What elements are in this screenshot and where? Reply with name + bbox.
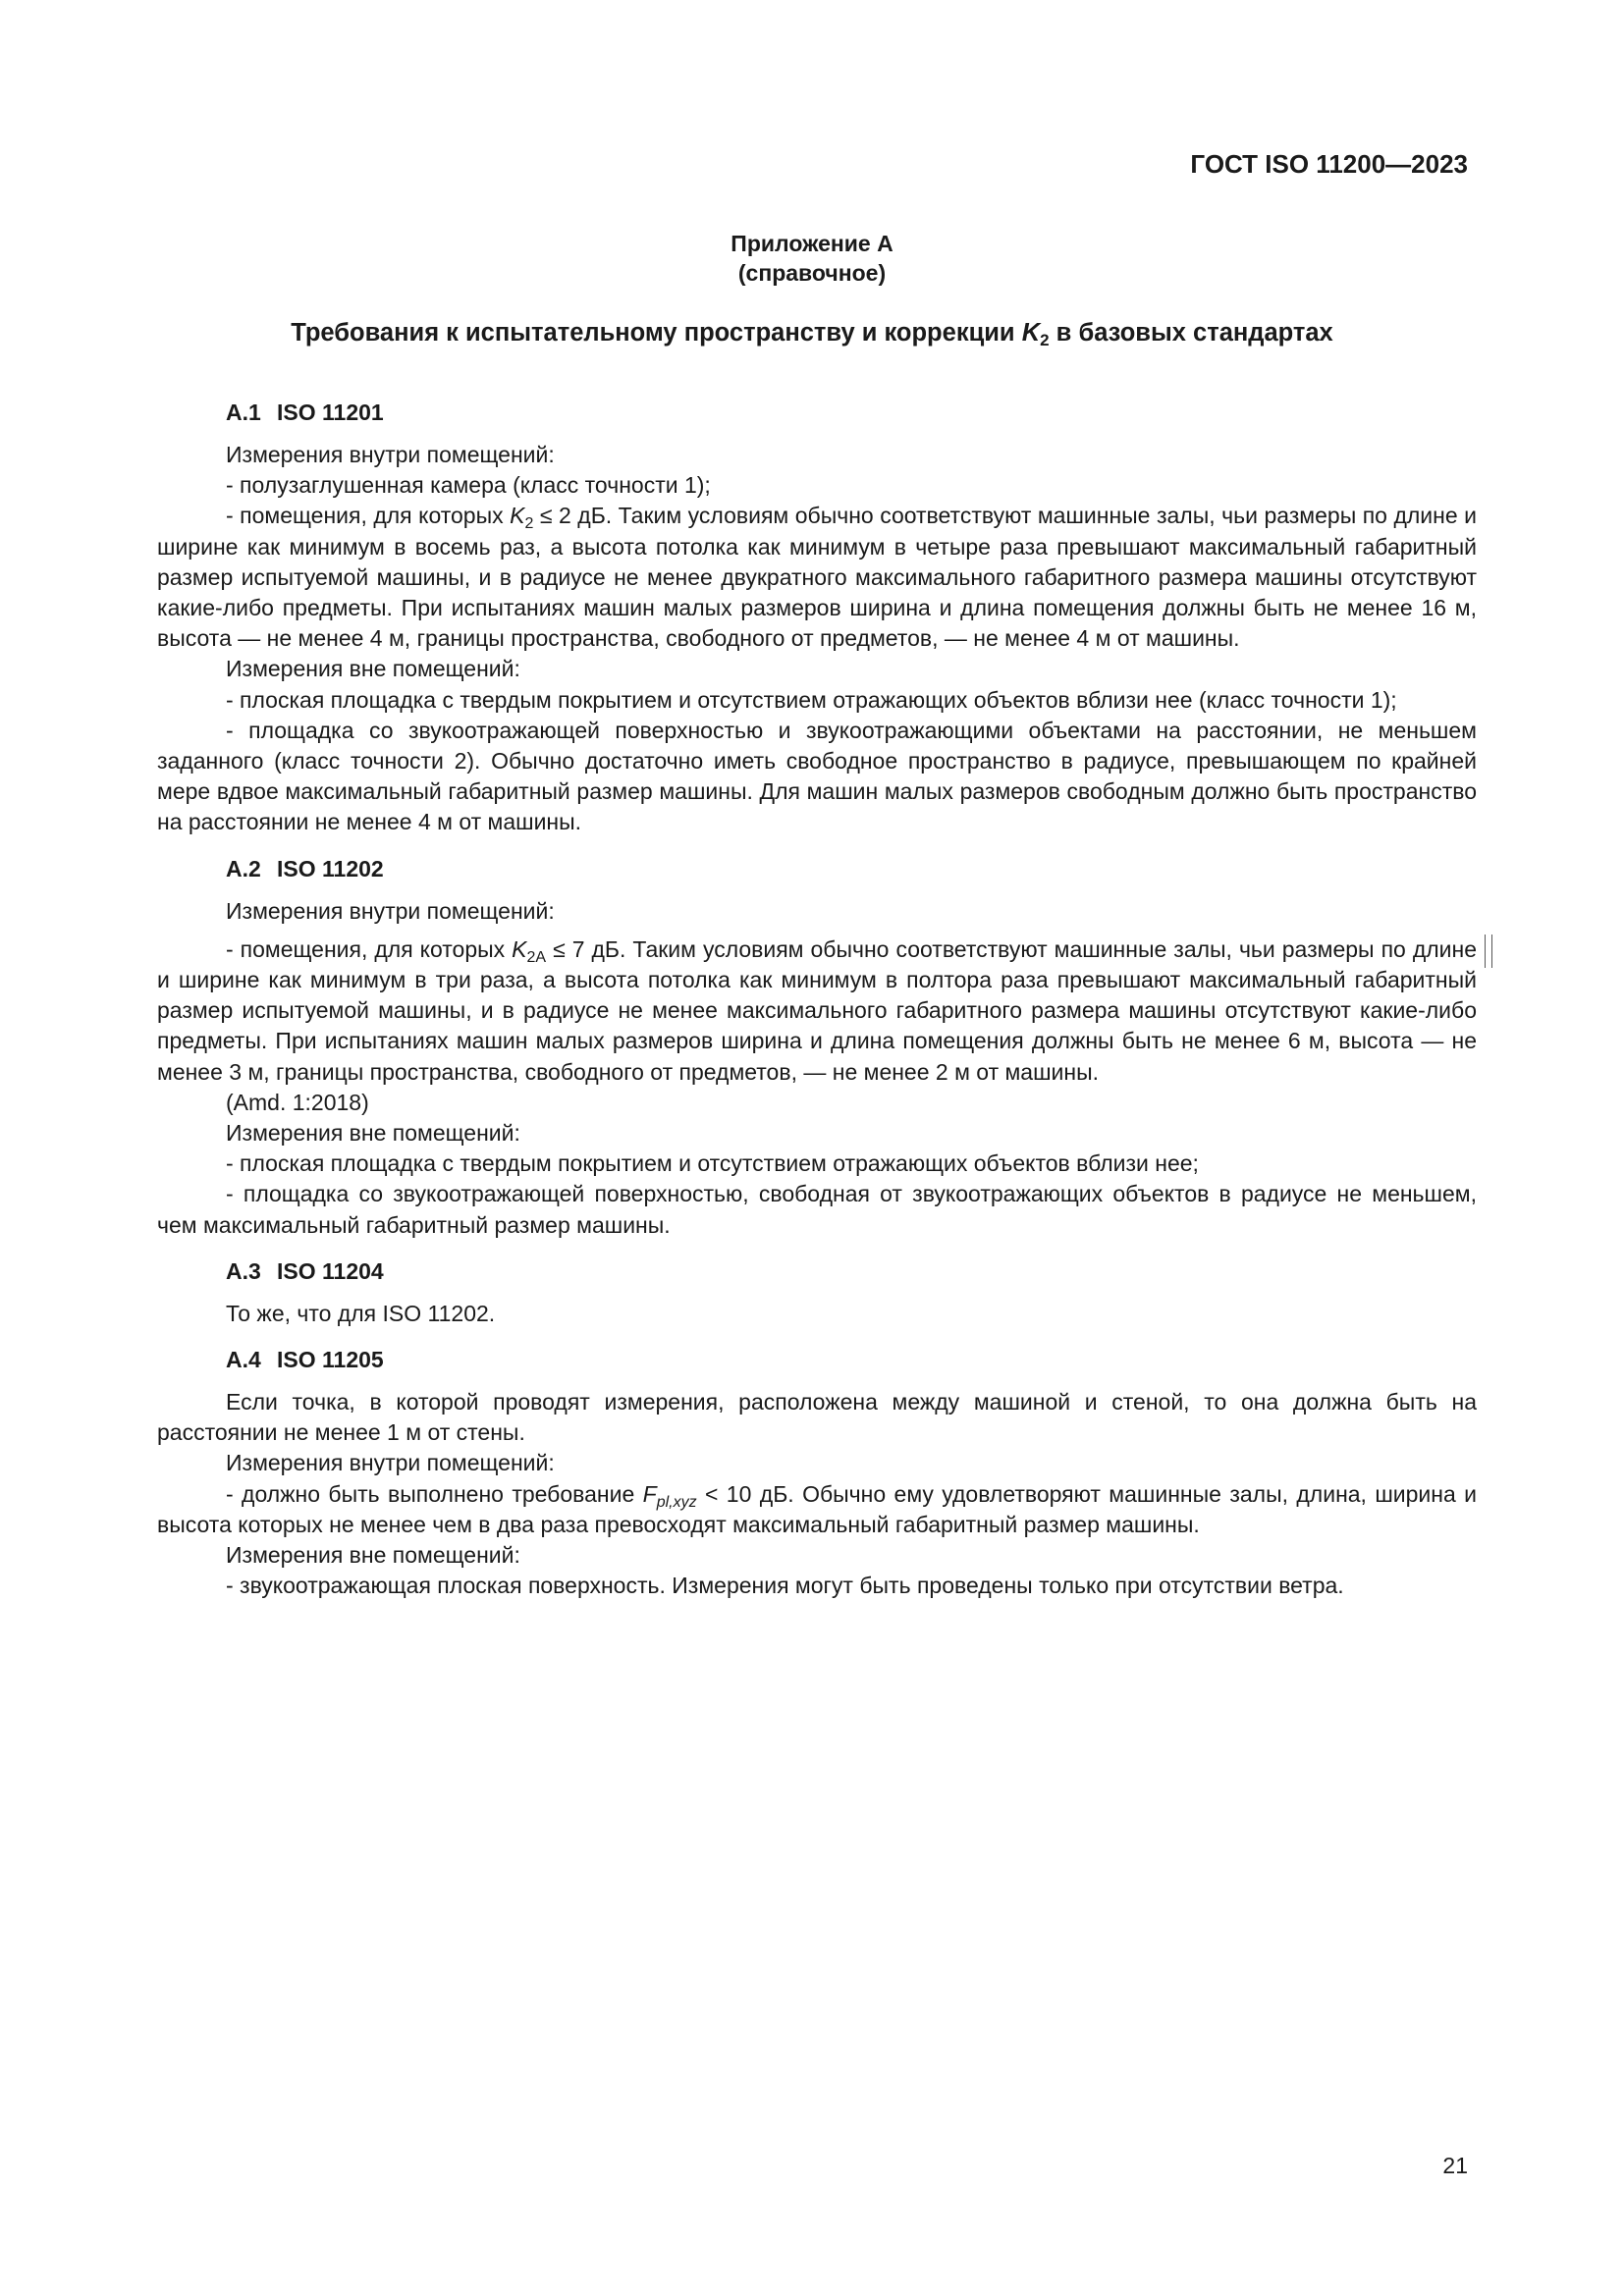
annex-type: (справочное) <box>737 260 887 286</box>
list-item: - плоская площадка с твердым покрытием и отсутствием отражающих объектов вблизи нее (класс точности 1); <box>226 686 1397 713</box>
page-number: 21 <box>1442 2153 1468 2178</box>
standard-number: ГОСТ ISO 11200—2023 <box>1190 149 1468 179</box>
list-item: - полузаглушенная камера (класс точности 1); <box>226 472 711 499</box>
title-symbol: K <box>1021 319 1041 347</box>
list-item: - площадка со звукоотражающей поверхностью и звукоотражающими объектами на расстоянии, не меньшем заданного (класс точности 2). Обычно достаточно иметь свободное пространство в радиусе, превышающем по крайней мере вдвое максимальный габаритный размер машины. Для машин малых размеров свободным должно быть пространство на расстоянии не менее 4 м от машины. <box>157 717 1477 835</box>
change-bar-icon <box>1485 934 1492 968</box>
page-title: Требования к испытательному пространству и коррекции $K_2$ в базовых стандартах <box>291 319 1333 349</box>
list-item: - должно быть выполнено требование $F_{pl,xyz} < 10$ дБ. Обычно ему удовлетворяют машинные залы, длина, ширина и высота которых не менее чем в два раза превосходят максимальный габаритный размер машины. <box>157 1480 1477 1537</box>
list-item: - звукоотражающая плоская поверхность. Измерения могут быть проведены только при отсутствии ветра. <box>226 1573 1344 1599</box>
paragraph: То же, что для ISO 11202. <box>226 1300 496 1326</box>
annex-title <box>0 229 1624 288</box>
paragraph: Если точка, в которой проводят измерения, расположена между машиной и стеной, то она должна быть на расстоянии не менее 1 м от стены. <box>157 1389 1477 1446</box>
paragraph: Измерения вне помещений: <box>226 1542 520 1569</box>
list-item: - помещения, для которых $K_{2A} \le 7$ дБ. Таким условиям обычно соответствуют машинные залы, чьи размеры по длине и ширине как минимум в три раза, а высота потолка как минимум в полтора раза превышают максимальный габаритный размер испытуемой машины, и в радиусе не менее максимального габаритного размера машины отсутствуют какие-либо предметы. При испытаниях машин малых размеров ширина и длина помещения должны быть не менее 6 м, высота — не менее 3 м, границы пространства, свободного от предметов, — не менее 2 м от машины. <box>157 935 1477 1085</box>
paragraph: Измерения вне помещений: <box>226 1120 520 1147</box>
list-item: - плоская площадка с твердым покрытием и отсутствием отражающих объектов вблизи нее; <box>226 1150 1199 1177</box>
list-item: - площадка со звукоотражающей поверхностью, свободная от звукоотражающих объектов в радиусе не меньшем, чем максимальный габаритный размер машины. <box>157 1181 1477 1238</box>
section-heading-a3: А.3 ISO 11204 <box>226 1257 384 1284</box>
amendment-note: (Amd. 1:2018) <box>226 1089 369 1115</box>
paragraph: Измерения внутри помещений: <box>226 442 555 467</box>
paragraph: Измерения внутри помещений: <box>226 897 555 924</box>
paragraph: Измерения внутри помещений: <box>226 1450 555 1476</box>
paragraph: Измерения вне помещений: <box>226 656 520 682</box>
title-subscript: 2 <box>1040 331 1050 349</box>
list-item: - помещения, для которых $K_2 \le 2$ дБ. Таким условиям обычно соответствуют машинные залы, чьи размеры по длине и ширине как минимум в восемь раз, а высота потолка как минимум в четыре раза превышают максимальный габаритный размер испытуемой машины, и в радиусе не менее двукратного максимального габаритного размера машины отсутствуют какие-либо предметы. При испытаниях машин малых размеров ширина и длина помещения должны быть не менее 16 м, высота — не менее 4 м, границы пространства, свободного от предметов, — не менее 4 м от машины. <box>157 503 1477 652</box>
section-heading-a2: А.2 ISO 11202 <box>226 855 384 881</box>
section-heading-a1: А.1 ISO 11201 <box>226 400 384 425</box>
document-body <box>157 398 1477 1602</box>
annex-label: Приложение А <box>731 231 893 256</box>
amended-paragraph <box>157 934 1477 1088</box>
section-heading-a4: А.4 ISO 11205 <box>226 1347 384 1373</box>
